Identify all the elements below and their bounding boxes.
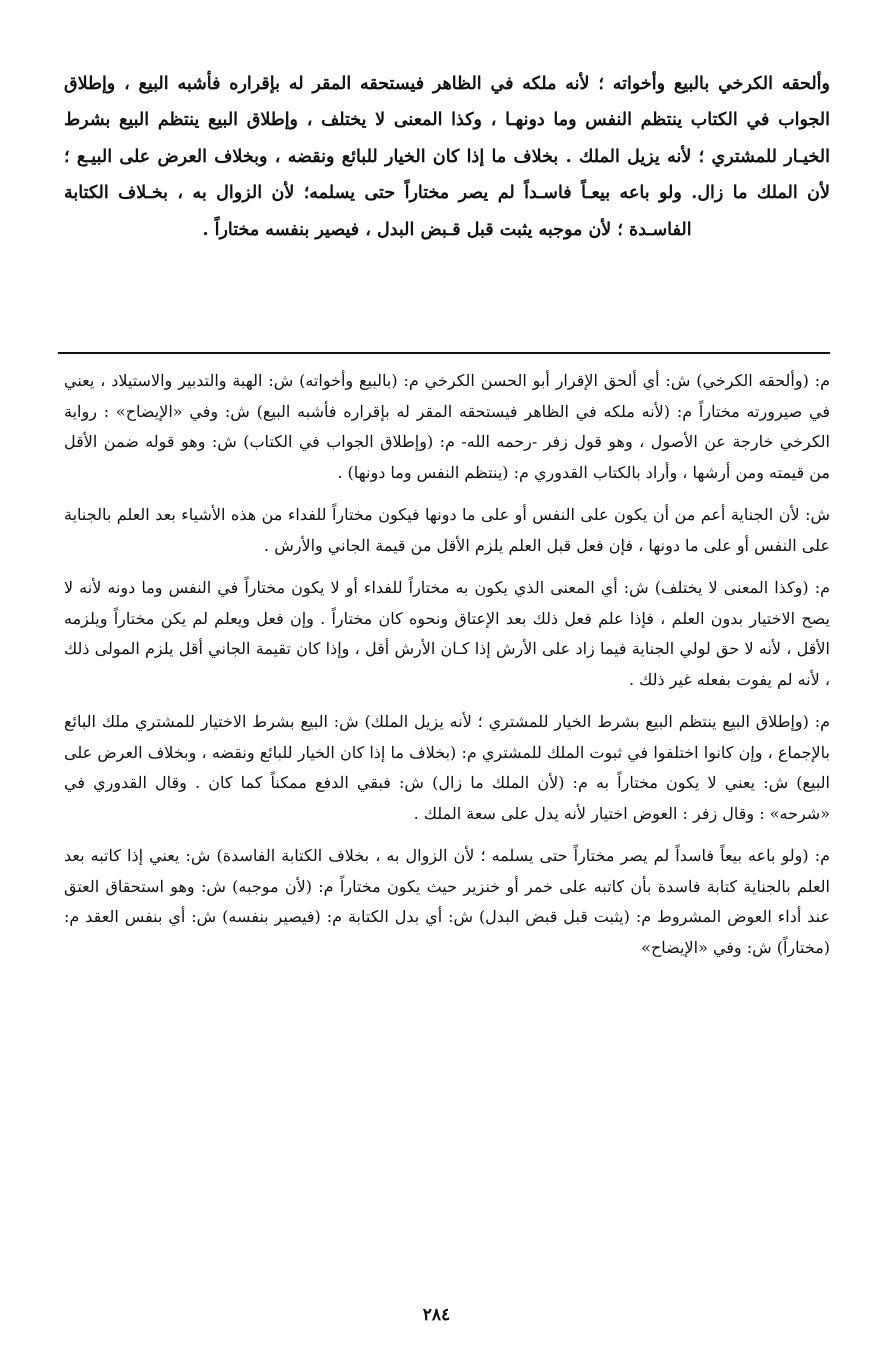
commentary-paragraph: م: (وإطلاق البيع ينتظم البيع بشرط الخيار للمشتري ؛ لأنه يزيل الملك) ش: البيع بشرط الاختيار للمشتري ملك البائع بالإجماع ، وإن كانوا اختلفوا في ثبوت الملك للمشتري م: (بخلاف ما إذا كان الخيار للبائع ونقضه ، وبخلاف العرض على البيع) ش: يعني لا يكون مختاراً به م: (لأن الملك ما زال) ش: فبقي الدفع ممكناً كما كان . وقال القدوري في «شرحه» : وقال زفر : العوض اختيار لأنه يدل على سعة الملك . [64,712,831,823]
separator-rule [58,352,830,354]
commentary-paragraph: م: (ولو باعه بيعاً فاسداً لم يصر مختاراً حتى يسلمه ؛ لأن الزوال به ، بخلاف الكتابة الفاسدة) ش: يعني إذا كاتبه بعد العلم بالجناية كتابة فاسدة بأن كاتبه على خمر أو خنزير حيث يكون مختاراً م: (لأن موجبه) ش: وهو استحقاق العتق عند أداء العوض المشروط م: (يثبت قبل قبض البدل) ش: أي بدل الكتابة م: (فيصير بنفسه) ش: أي بنفس العقد م: (مختاراً) ش: وفي «الإيضاح» [64,846,830,957]
commentary-paragraph: م: (وكذا المعنى لا يختلف) ش: أي المعنى الذي يكون به مختاراً للفداء أو لا يكون مختاراً في النفس وما دونه لأنه لا يصح الاختيار بدون العلم ، فإذا علم فعل ذلك بعد الإعتاق ونحوه كان مختاراً . وإن فعل ويعلم لم يكن مختاراً ويلزمه الأقل ، لأنه لا حق لولي الجناية فيما زاد على الأرش إذا كـان الأرش أقل ، وإذا كان تقيمة الجاني أقل يلزم المولى ذلك ، لأنه لم يفوت بفعله غير ذلك . [64,578,830,689]
commentary-paragraph: م: (وألحقه الكرخي) ش: أي ألحق الإقرار أبو الحسن الكرخي م: (بالبيع وأخواته) ش: الهبة والتدبير والاستيلاد ، يعني في صيرورته مختاراً م: (لأنه ملكه في الظاهر فيستحقه المقر له بإقراره فأشبه البيع) ش: وفي «الإيضاح» : رواية الكرخي خارجة عن الأصول ، وهو قول زفر -رحمه الله- م: (وإطلاق الجواب في الكتاب) ش: وهو قوله ضمن الأقل من قيمته ومن أرشها ، وأراد بالكتاب القدوري م: (ينتظم النفس وما دونها) . [64,371,830,482]
main-text-matn: وألحقه الكرخي بالبيع وأخواته ؛ لأنه ملكه في الظاهر فيستحقه المقر له بإقراره فأشبه البيع ، وإطلاق الجواب في الكتاب ينتظم النفس وما دونهـا ، وكذا المعنى لا يختلف ، وإطلاق البيع ينتظم البيع بشرط الخيـار للمشتري ؛ لأنه يزيل الملك . بخلاف ما إذا كان الخيار للبائع ونقضه ، وبخلاف العرض على البيـع ؛ لأن الملك ما زال. ولو باعه بيعـاً فاسـداً لم يصر مختاراً حتى يسلمه؛ لأن الزوال به ، بخـلاف الكتابة الفاسـدة ؛ لأن موجبه يثبت قبل قـبض البدل ، فيصير بنفسه مختاراً . [64,74,830,240]
commentary-section [64,366,830,973]
page-number: ٢٨٤ [422,1305,451,1325]
commentary-paragraph: ش: لأن الجناية أعم من أن يكون على النفس أو على ما دونها فيكون مختاراً للفداء من هذه الأشياء بعد العلم بالجناية على النفس أو على ما دونها ، فإن فعل قبل العلم يلزم الأقل من قيمة الجاني والأرش . [64,505,830,555]
